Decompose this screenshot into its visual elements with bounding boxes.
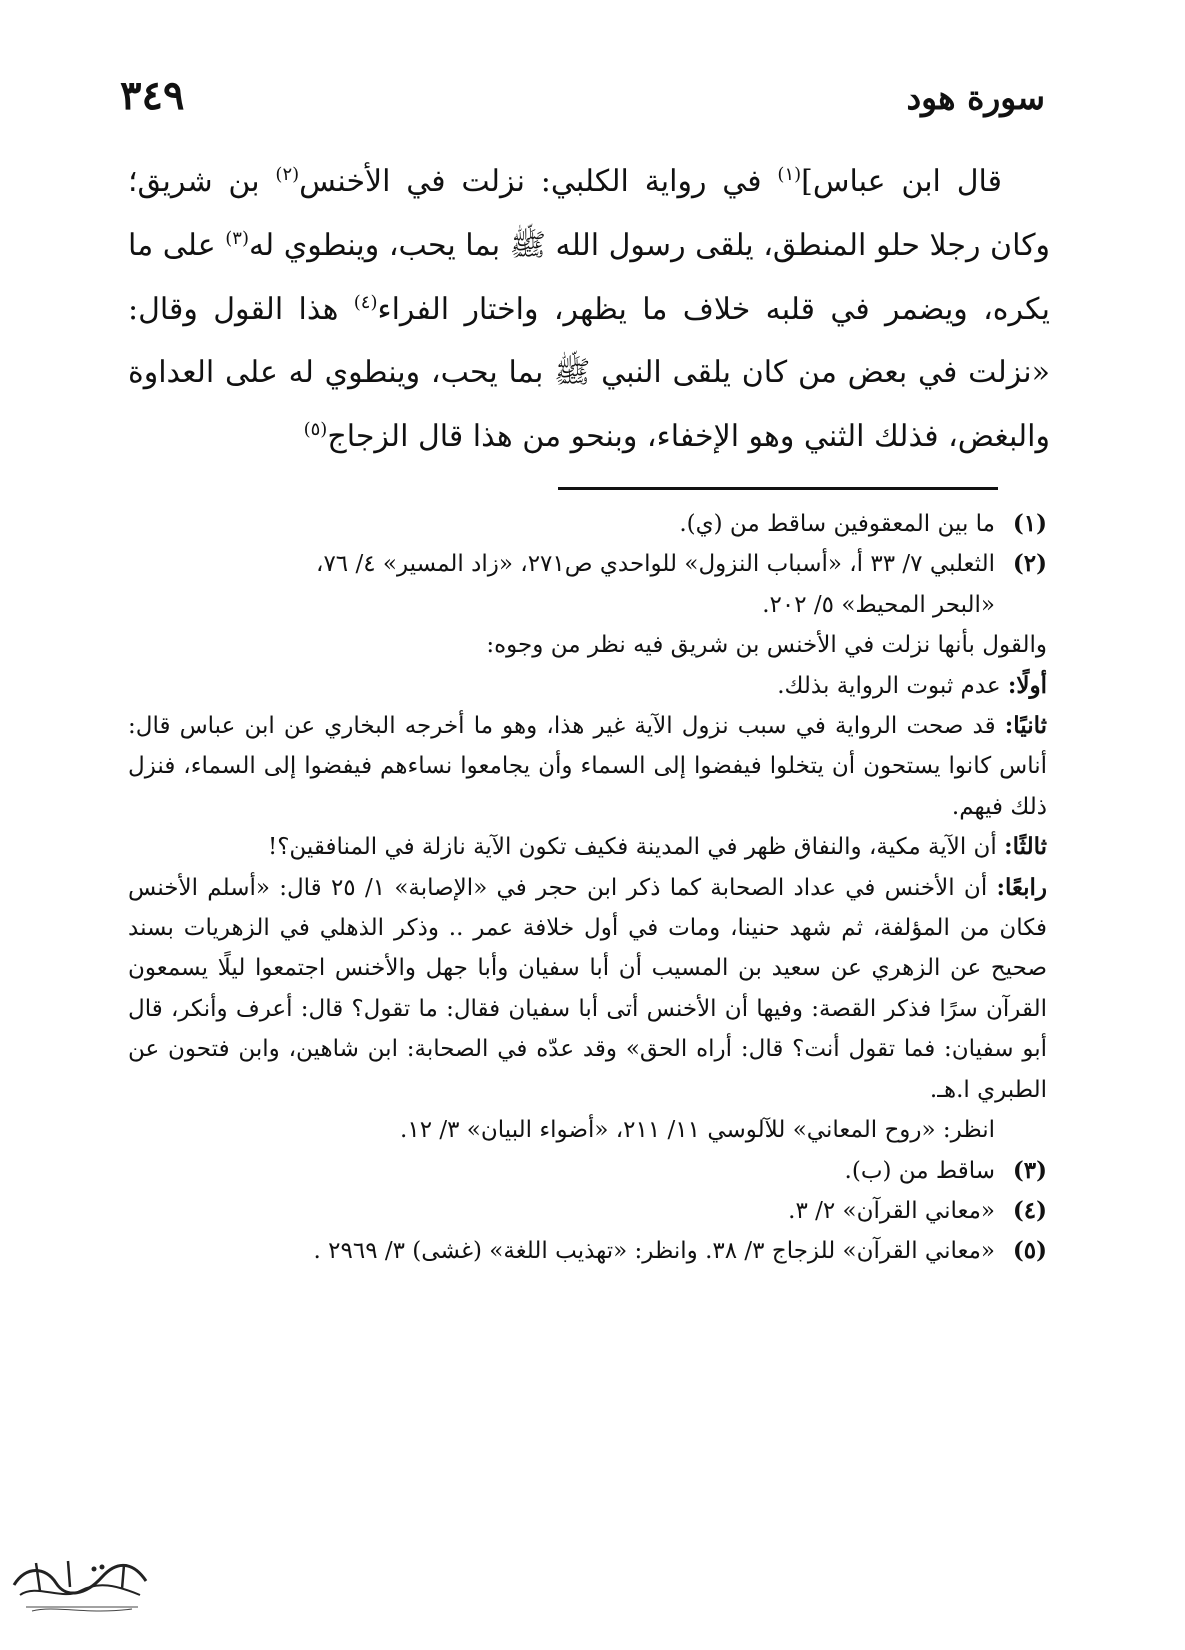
point-lead: أولًا:: [1007, 671, 1047, 699]
footnote-point-3: [128, 827, 1047, 867]
point-lead: رابعًا:: [996, 873, 1047, 901]
point-lead: ثانيًا:: [1004, 712, 1047, 740]
footnotes: [128, 504, 1047, 1272]
footnote-number: (٥): [1012, 1237, 1047, 1265]
surah-title: سورة هود: [906, 78, 1045, 117]
main-text-run: بن شريق؛ وكان رجلا حلو المنطق، يلقى رسول الله ﷺ بما يحب، وينطوي له: [128, 164, 1050, 263]
page-header: [120, 72, 1045, 128]
footnote-1: [128, 504, 1047, 544]
footnote-separator: [558, 487, 998, 490]
footnote-number: (٣): [1012, 1156, 1047, 1184]
footnote-4: [128, 1191, 1047, 1231]
footnote-3: [128, 1151, 1047, 1191]
main-text-run: في رواية الكلبي: نزلت في الأخنس: [299, 164, 778, 199]
calligraphic-logo-icon: [6, 1555, 154, 1617]
footnote-number: (٢): [1012, 550, 1047, 578]
footnote-point-1: [128, 666, 1047, 706]
footnote-text: «معاني القرآن» للزجاج ٣/ ٣٨. وانظر: «تهذيب اللغة» (غشى) ٣/ ٢٩٦٩ .: [313, 1238, 995, 1265]
footnote-ref-1: (١): [777, 164, 802, 185]
footnote-source: الثعلبي ٧/ ٣٣ أ، «أسباب النزول» للواحدي ص٢٧١، «زاد المسير» ٤/ ٧٦،: [316, 551, 995, 578]
footnote-point-2: [128, 706, 1047, 827]
point-text: أن الأخنس في عداد الصحابة كما ذكر ابن حجر في «الإصابة» ١/ ٢٥ قال: «أسلم الأخنس فكان من المؤلفة، ثم شهد حنينا، ومات في أول خلافة عمر .. وذكر الذهلي في الزهريات بسند صحيح عن الزهري عن سعيد بن المسيب أن أبا سفيان وأبا جهل والأخنس اجتمعوا ليلًا يسمعون القرآن سرًا فذكر القصة: وفيها أن الأخنس أتى أبا سفيان فقال: ما تقول؟ قال: أعرف وأنكر، قال أبو سفيان: فما تقول أنت؟ قال: أراه الحق» وقد عدّه في الصحابة: ابن شاهين، وابن فتحون عن الطبري ا.هـ.: [128, 874, 1047, 1103]
footnote-2: [128, 544, 1047, 625]
main-text-run: على ما يكره، ويضمر في قلبه خلاف ما يظهر، واختار الفراء: [128, 227, 1050, 327]
footnote-text: «معاني القرآن» ٢/ ٣.: [788, 1197, 995, 1224]
main-text-run: هذا القول وقال: «نزلت في بعض من كان يلقى النبي ﷺ بما يحب، وينطوي له على العداوة والبغض، فذلك الثني وهو الإخفاء، وبنحو من هذا قال الزجاج: [128, 291, 1050, 455]
footnote-ref-5: (٥): [303, 419, 328, 441]
footnote-see-also: انظر: «روح المعاني» للآلوسي ١١/ ٢١١، «أضواء البيان» ٣/ ١٢.: [400, 1117, 995, 1144]
footnote-5: [128, 1231, 1047, 1271]
footnote-ref-3: (٣): [225, 227, 249, 249]
point-text: عدم ثبوت الرواية بذلك.: [777, 672, 1008, 699]
footnote-text: ما بين المعقوفين ساقط من (ي).: [679, 511, 995, 537]
footnote-source: «البحر المحيط» ٥/ ٢٠٢.: [762, 591, 995, 618]
main-paragraph: [128, 150, 1050, 469]
point-lead: ثالثًا:: [1004, 833, 1047, 861]
footnote-text: ساقط من (ب).: [844, 1157, 995, 1184]
footnote-intro: والقول بأنها نزلت في الأخنس بن شريق فيه نظر من وجوه:: [486, 632, 1047, 659]
point-text: أن الآية مكية، والنفاق ظهر في المدينة فكيف تكون الآية نازلة في المنافقين؟!: [267, 834, 1005, 861]
footnote-ref-2: (٢): [275, 164, 300, 185]
footnote-ref-4: (٤): [353, 291, 378, 313]
page-number: ٣٤٩: [120, 72, 185, 119]
footnote-number: (١): [1012, 510, 1047, 537]
main-text-run: قال ابن عباس]: [801, 164, 1002, 199]
footnote-2-discussion: [128, 625, 1047, 1150]
footnote-number: (٤): [1012, 1196, 1047, 1224]
main-text: [128, 150, 1050, 469]
footnote-point-4: [128, 868, 1047, 1110]
point-text: قد صحت الرواية في سبب نزول الآية غير هذا، وهو ما أخرجه البخاري عن ابن عباس قال: أناس كانوا يستحون أن يتخلوا فيفضوا إلى السماء وأن يجامعوا نساءهم فيفضوا إلى السماء، فنزل ذلك فيهم.: [128, 713, 1047, 820]
